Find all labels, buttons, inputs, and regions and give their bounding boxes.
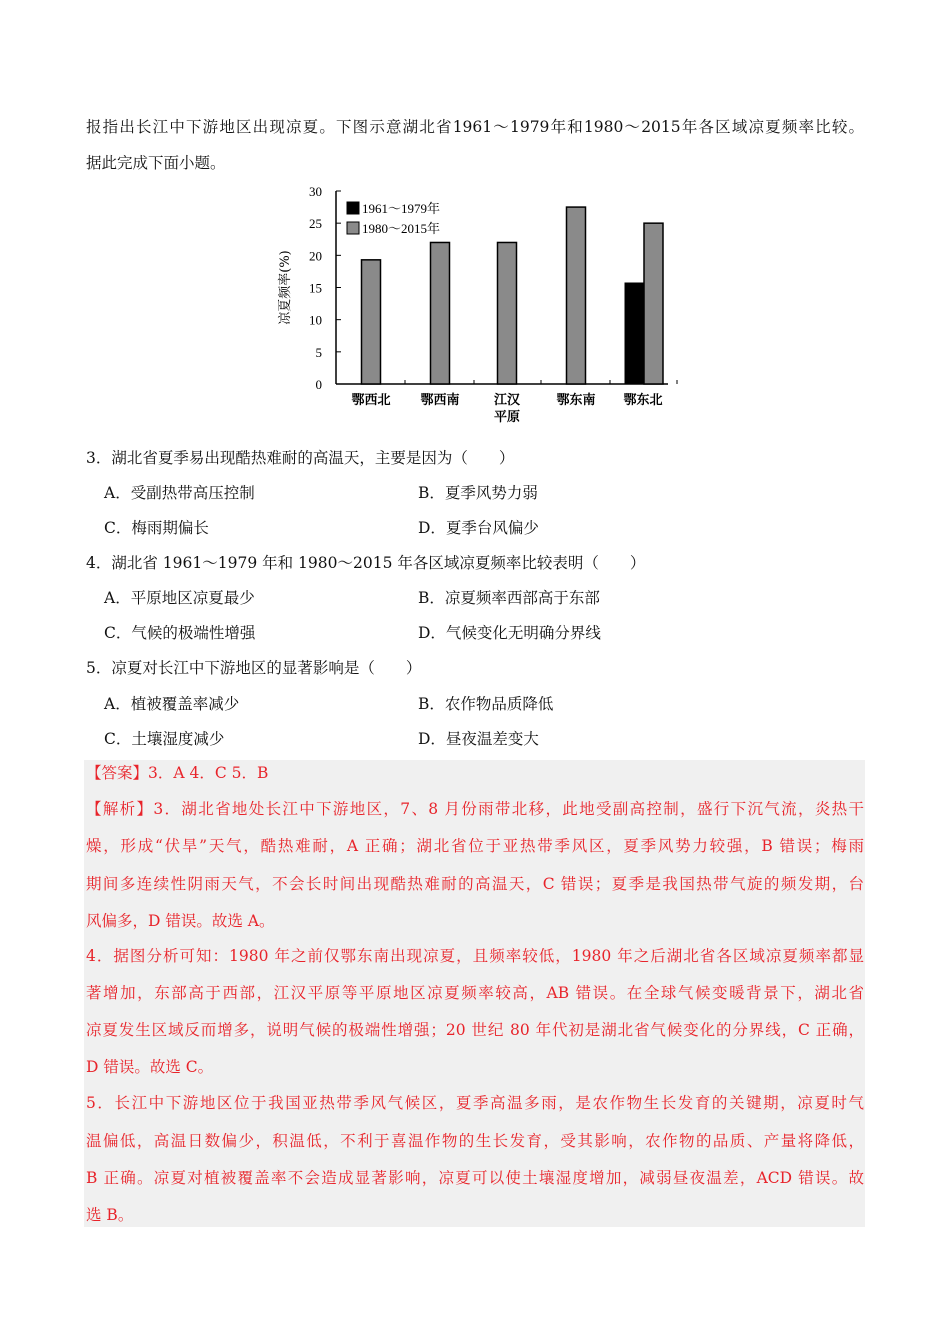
analysis-line: 风偏多，D 错误。故选 A。 <box>86 912 275 930</box>
bar-鄂东北-1980-2015 <box>644 223 663 384</box>
analysis-line: 期间多连续性阴雨天气，不会长时间出现酷热难耐的高温天，C 错误；夏季是我国热带气旋的频发期，台 <box>86 875 864 893</box>
analysis-line: 凉夏发生区域反而增多，说明气候的极端性增强；20 世纪 80 年代初是湖北省气候变化的分界线，C 正确， <box>86 1021 864 1039</box>
legend-label: 1961～1979年 <box>362 201 441 216</box>
legend-label: 1980～2015年 <box>362 221 441 236</box>
bar-鄂东北-1961-1979 <box>625 283 644 384</box>
q4-option-b: B．凉夏频率西部高于东部 <box>418 589 600 607</box>
x-tick-label: 鄂东北 <box>623 393 663 408</box>
analysis-line: B 正确。凉夏对植被覆盖率不会造成显著影响，凉夏可以使土壤湿度增加，减弱昼夜温差，ACD 错误。故 <box>86 1169 864 1187</box>
q3-option-a: A．受副热带高压控制 <box>104 484 255 502</box>
q3-option-b: B．夏季风势力弱 <box>418 484 538 502</box>
y-tick-label: 20 <box>309 248 322 264</box>
analysis-line: 温偏低，高温日数偏少，积温低，不利于喜温作物的生长发育，受其影响，农作物的品质、产量将降低， <box>86 1132 864 1150</box>
analysis-line: D 错误。故选 C。 <box>86 1058 214 1076</box>
analysis-label: 【解析】 <box>86 800 154 818</box>
y-tick-label: 0 <box>315 377 322 392</box>
q3-option-d: D．夏季台风偏少 <box>418 519 539 537</box>
question-3-stem: 3．湖北省夏季易出现酷热难耐的高温天，主要是因为（ ） <box>86 449 515 467</box>
bar-鄂西南-1980-2015 <box>431 242 450 384</box>
question-4-stem: 4．湖北省 1961～1979 年和 1980～2015 年各区域凉夏频率比较表明（ ） <box>86 554 646 572</box>
q5-option-d: D．昼夜温差变大 <box>418 730 539 748</box>
x-tick-label: 平原 <box>493 410 521 425</box>
y-tick-label: 30 <box>309 184 322 199</box>
x-tick-label: 鄂西南 <box>420 393 460 408</box>
x-tick-label: 鄂东南 <box>556 393 596 408</box>
legend-swatch <box>347 222 359 234</box>
answer-line <box>86 763 268 783</box>
answer-label: 【答案】 <box>86 764 149 782</box>
y-tick-label: 15 <box>309 280 322 296</box>
answer-text: 3．A 4．C 5．B <box>148 764 269 782</box>
analysis-line: 选 B。 <box>86 1206 134 1224</box>
y-axis-label: 凉夏频率(%) <box>278 250 293 325</box>
q4-option-d: D．气候变化无明确分界线 <box>418 624 601 642</box>
y-tick-label: 10 <box>309 312 322 328</box>
bar-chart <box>270 180 680 430</box>
analysis-line: 燥，形成“伏旱”天气，酷热难耐，A 正确；湖北省位于亚热带季风区，夏季风势力较强，B 错误；梅雨 <box>86 837 864 855</box>
x-tick-label: 鄂西北 <box>351 393 391 408</box>
y-tick-label: 5 <box>315 344 322 360</box>
analysis-line: 【解析】3．湖北省地处长江中下游地区，7、8 月份雨带北移，此地受副高控制，盛行下沉气流，炎热干 <box>86 800 864 818</box>
intro-line: 报指出长江中下游地区出现凉夏。下图示意湖北省1961～1979年和1980～2015年各区域凉夏频率比较。 <box>86 118 864 136</box>
legend-swatch <box>347 202 359 214</box>
q5-option-b: B．农作物品质降低 <box>418 695 554 713</box>
y-tick-label: 25 <box>309 216 322 232</box>
q5-option-c: C．土壤湿度减少 <box>104 730 225 748</box>
analysis-line: 4．据图分析可知：1980 年之前仅鄂东南出现凉夏，且频率较低，1980 年之后湖北省各区域凉夏频率都显 <box>86 947 864 965</box>
question-5-stem: 5．凉夏对长江中下游地区的显著影响是（ ） <box>86 659 422 677</box>
bar-鄂东南-1980-2015 <box>567 207 586 384</box>
q4-option-c: C．气候的极端性增强 <box>104 624 256 642</box>
analysis-line: 5．长江中下游地区位于我国亚热带季风气候区，夏季高温多雨，是农作物生长发育的关键期，凉夏时气 <box>86 1094 864 1112</box>
x-tick-label: 江汉 <box>493 393 521 408</box>
analysis-line: 著增加，东部高于西部，江汉平原等平原地区凉夏频率较高，AB 错误。在全球气候变暖背景下，湖北省 <box>86 984 864 1002</box>
bar-江汉平原-1980-2015 <box>498 242 517 384</box>
bar-鄂西北-1980-2015 <box>362 260 381 384</box>
intro-line: 据此完成下面小题。 <box>86 154 226 172</box>
q5-option-a: A．植被覆盖率减少 <box>104 695 240 713</box>
q3-option-c: C．梅雨期偏长 <box>104 519 209 537</box>
q4-option-a: A．平原地区凉夏最少 <box>104 589 255 607</box>
